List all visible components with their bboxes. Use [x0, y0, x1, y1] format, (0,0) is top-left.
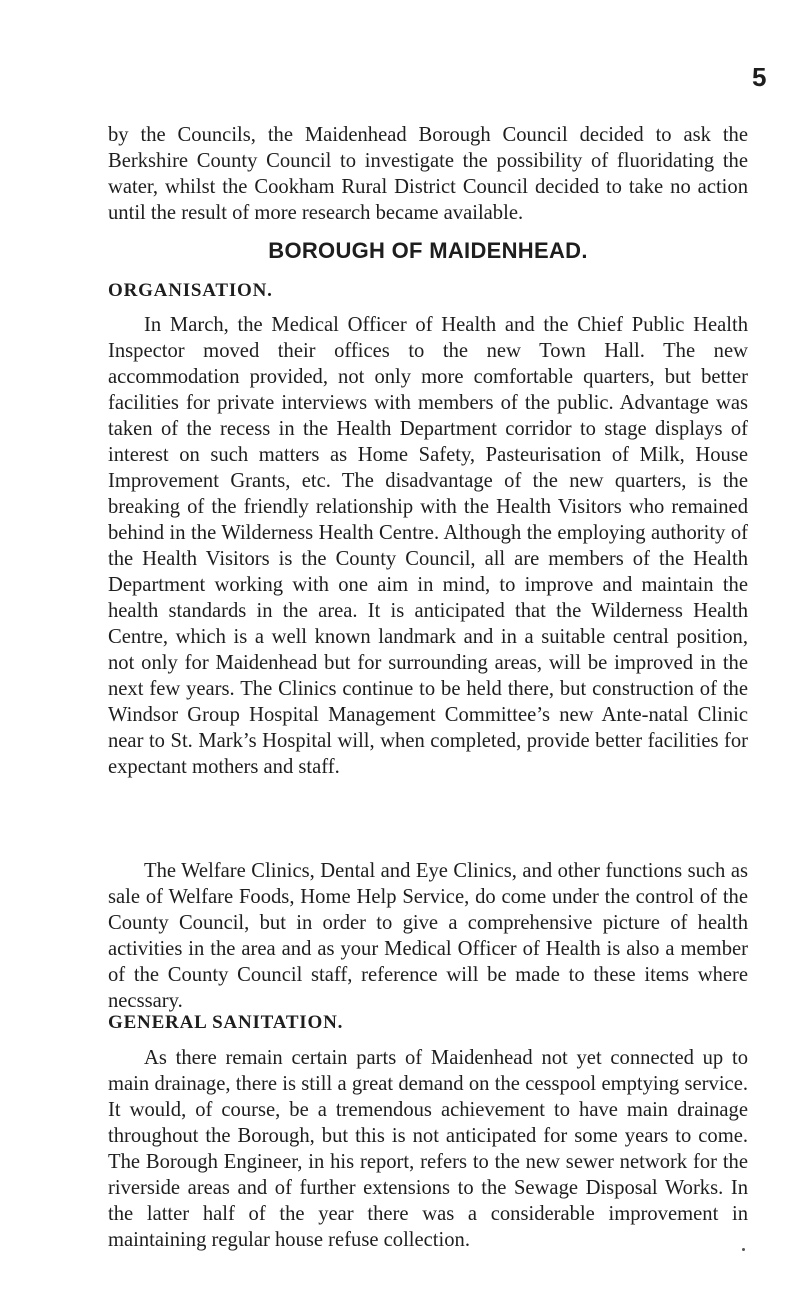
page-title: BOROUGH OF MAIDENHEAD. [268, 238, 588, 263]
organisation-paragraph-2: The Welfare Clinics, Dental and Eye Clinics, and other functions such as sale of Welfare Foods, Home Help Service, do come under the control of the County Council, but in order to give a comprehensive picture of health activities in the area and as your Medical Officer of Health is also a member of the County Council staff, reference will be made to these items where necssary. [108, 860, 748, 1012]
section-title-organisation: ORGANISATION. [108, 280, 273, 301]
page-number: 5 [752, 62, 767, 92]
print-speck [742, 1248, 745, 1251]
sanitation-paragraph-1: As there remain certain parts of Maidenhead not yet connected up to main drainage, there is still a great demand on the cesspool emptying service. It would, of course, be a tremendous achievement to have main drainage throughout the Borough, but this is not anticipated for some years to come. The Borough Engineer, in his report, refers to the new sewer network for the riverside areas and of further extensions to the Sewage Disposal Works. In the latter half of the year there was a considerable improvement in maintaining regular house refuse collection. [108, 1047, 748, 1251]
intro-paragraph: by the Councils, the Maidenhead Borough Council decided to ask the Berkshire County Council to investigate the possibility of fluoridating the water, whilst the Cookham Rural District Council decided to take no action until the result of more research became available. [108, 124, 748, 224]
section-title-general-sanitation: GENERAL SANITATION. [108, 1012, 344, 1033]
organisation-paragraph-1: In March, the Medical Officer of Health and the Chief Public Health Inspector moved their offices to the new Town Hall. The new accommodation provided, not only more comfortable quarters, but better facilities for private interviews with members of the public. Advantage was taken of the recess in the Health Department corridor to stage displays of interest on such matters as Home Safety, Pasteurisation of Milk, House Improvement Grants, etc. The disadvantage of the new quarters, is the breaking of the friendly relationship with the Health Visitors who remained behind in the Wilderness Health Centre. Although the employing authority of the Health Visitors is the County Council, all are members of the Health Department working with one aim in mind, to improve and maintain the health standards in the area. It is anticipated that the Wilderness Health Centre, which is a well known landmark and in a suitable central position, not only for Maidenhead but for surrounding areas, will be improved in the next few years. The Clinics continue to be held there, but construction of the Windsor Group Hospital Management Committee’s new Ante-natal Clinic near to St. Mark’s Hospital will, when completed, provide better facilities for expectant mothers and staff. [108, 314, 748, 778]
